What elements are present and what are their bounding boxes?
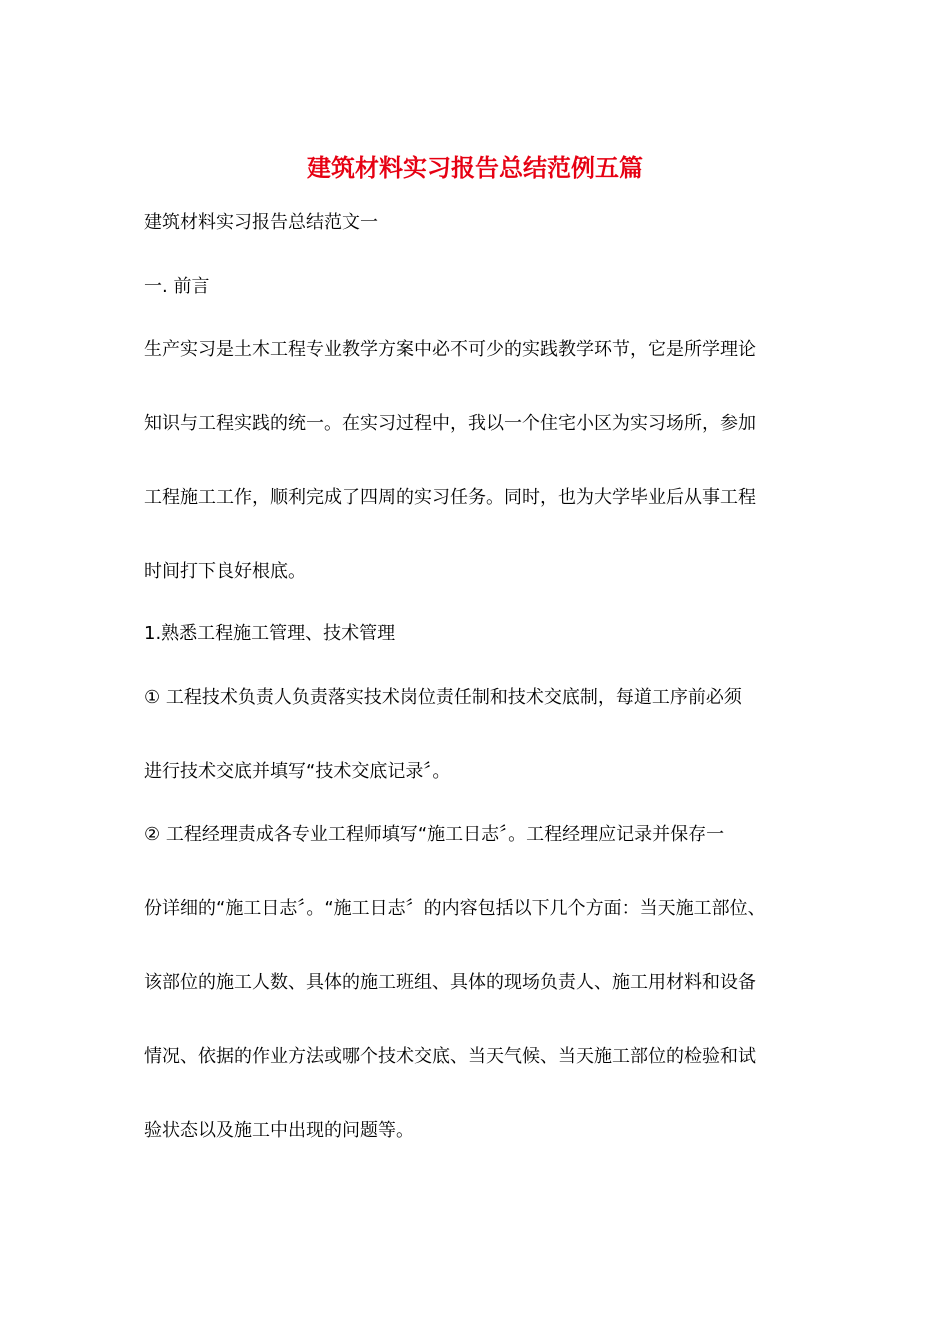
- item2-line: 验状态以及施工中出现的问题等。: [144, 1120, 414, 1141]
- item2-line: 该部位的施工人数、具体的施工班组、具体的现场负责人、施工用材料和设备: [144, 972, 756, 993]
- section-heading: 一. 前言: [144, 276, 210, 297]
- paragraph-line: 工程施工工作，顺利完成了四周的实习任务。同时，也为大学毕业后从事工程: [144, 487, 756, 508]
- item2-line: ② 工程经理责成各专业工程师填写“施工日志〞。工程经理应记录并保存一: [144, 824, 725, 845]
- item2-line: 份详细的“施工日志〞。“施工日志〞的内容包括以下几个方面：当天施工部位、: [144, 898, 766, 919]
- item-heading: 1.熟悉工程施工管理、技术管理: [144, 623, 396, 644]
- document-title: 建筑材料实习报告总结范例五篇: [307, 153, 643, 182]
- item1-line: ① 工程技术负责人负责落实技术岗位责任制和技术交底制，每道工序前必须: [144, 687, 742, 708]
- paragraph-line: 生产实习是土木工程专业教学方案中必不可少的实践教学环节，它是所学理论: [144, 339, 756, 360]
- item2-line: 情况、依据的作业方法或哪个技术交底、当天气候、当天施工部位的检验和试: [144, 1046, 756, 1067]
- document-subtitle: 建筑材料实习报告总结范文一: [144, 212, 378, 233]
- item1-line: 进行技术交底并填写“技术交底记录〞。: [144, 761, 451, 782]
- paragraph-line: 时间打下良好根底。: [144, 561, 306, 582]
- paragraph-line: 知识与工程实践的统一。在实习过程中，我以一个住宅小区为实习场所，参加: [144, 413, 756, 434]
